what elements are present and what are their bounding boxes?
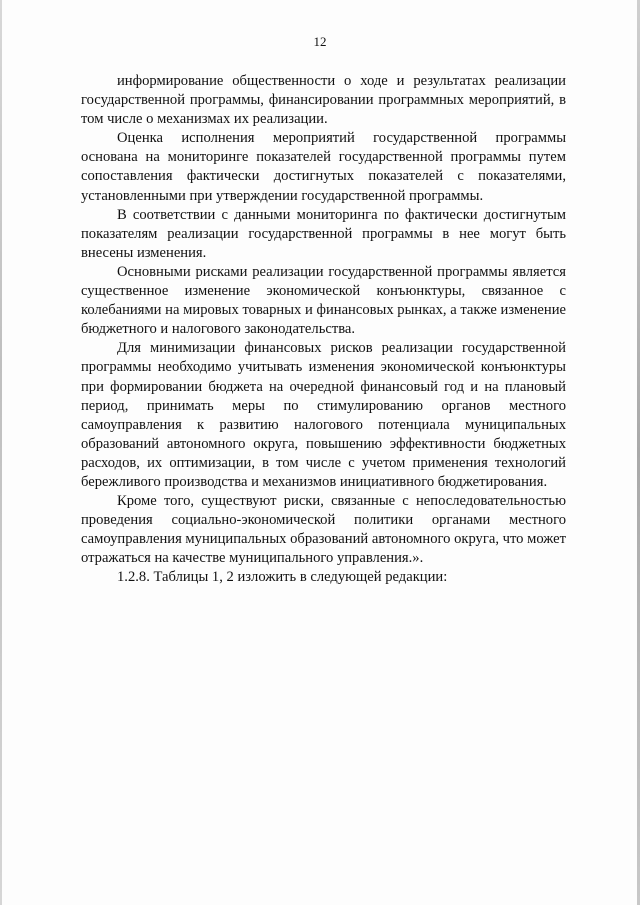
document-body — [81, 72, 566, 588]
paragraph-evaluation: Оценка исполнения мероприятий государственной программы основана на мониторинге показателей государственной программы путем сопоставления фактически достигнутых показателей с показателями, установленными при утверждении государственной программы. — [81, 130, 566, 204]
page-number: 12 — [313, 34, 327, 49]
paragraph-financial-risk-minimization: Для минимизации финансовых рисков реализации государственной программы необходимо учитывать изменения экономической конъюнктуры при формировании бюджета на очередной финансовый год и на плановый период, принимать меры по стимулированию органов местного самоуправления к развитию налогового потенциала муниципальных образований автономного округа, повышению эффективности бюджетных расходов, их оптимизации, в том числе с учетом применения технологий бережливого производства и механизмов инициативного бюджетирования. — [81, 340, 566, 490]
paragraph-monitoring-changes: В соответствии с данными мониторинга по фактически достигнутым показателям реализации государственной программы в нее могут быть внесены изменения. — [81, 206, 566, 261]
paragraph-additional-risks: Кроме того, существуют риски, связанные с непоследовательностью проведения социально-экономической политики органами местного самоуправления муниципальных образований автономного округа, что может отражаться на качестве муниципального управления.». — [81, 493, 566, 567]
paragraph-informing: информирование общественности о ходе и результатах реализации государственной программы, финансировании программных мероприятий, в том числе о механизмах их реализации. — [81, 73, 566, 128]
scan-edge-left — [0, 0, 2, 905]
paragraph-main-risks: Основными рисками реализации государственной программы является существенное изменение экономической конъюнктуры, связанное с колебаниями на мировых товарных и финансовых рынках, а также изменение бюджетного и налогового законодательства. — [81, 263, 566, 338]
paragraph-tables-amendment: 1.2.8. Таблицы 1, 2 изложить в следующей редакции: — [117, 569, 448, 586]
